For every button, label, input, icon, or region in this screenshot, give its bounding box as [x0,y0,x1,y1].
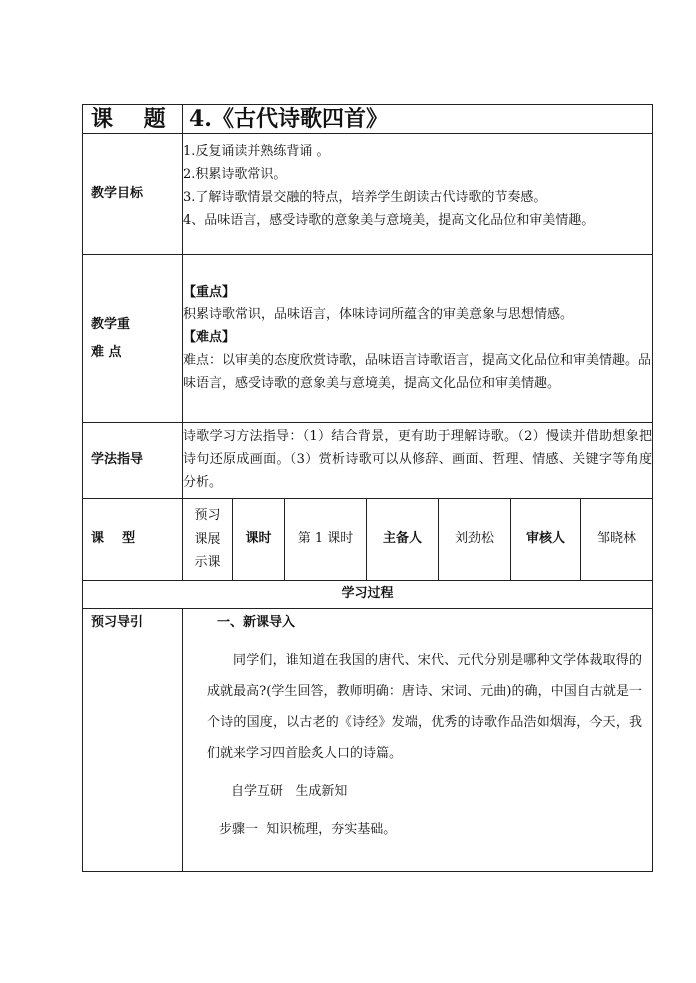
difficulty-heading: 【难点】 [183,330,236,346]
course-type-label: 课 型 [83,499,183,581]
guide-subtitle: 自学互研 生成新知 [231,783,348,799]
reviewer-label: 审核人 [511,499,581,581]
process-title: 学习过程 [83,581,653,609]
preparer-value: 刘劲松 [439,499,511,581]
guide-label: 预习导引 [83,609,183,872]
title-row [83,105,653,134]
period-value: 第 1 课时 [285,499,367,581]
objectives-label: 教学目标 [83,134,183,255]
preparer-label: 主备人 [367,499,439,581]
objective-item: 4、品味语言，感受诗歌的意象美与意境美，提高文化品位和审美情趣。 [183,213,595,229]
page-title: 4.《古代诗歌四首》 [183,105,653,134]
key-points-row [83,255,653,423]
objective-item: 3.了解诗歌情景交融的特点，培养学生朗读古代诗歌的节奏感。 [183,190,547,206]
reviewer-value: 邹晓林 [581,499,653,581]
key-points-label-line2: 难 点 [91,344,122,360]
lesson-plan-table [82,104,653,872]
course-type-value: 预习课展示课 [183,499,233,581]
objective-item: 2.积累诗歌常识。 [183,167,287,183]
difficulty-text: 难点：以审美的态度欣赏诗歌，品味语言诗歌语言，提高文化品位和审美情趣。品味语言，感受诗歌的意象美与意境美，提高文化品位和审美情趣。 [183,352,652,391]
method-content: 诗歌学习方法指导：（1）结合背景，更有助于理解诗歌。（2）慢读并借助想象把诗句还原成画面。（3）赏析诗歌可以从修辞、画面、哲理、情感、关键字等角度分析。 [183,423,653,499]
key-points-label-line1: 教学重 [91,317,131,333]
period-label: 课时 [233,499,285,581]
guide-content [183,609,653,872]
process-title-row [83,581,653,609]
topic-label: 课 题 [83,105,183,134]
key-points-content [183,255,653,423]
guide-row [83,609,653,872]
objective-item: 1.反复诵读并熟练背诵 。 [183,144,330,159]
method-row [83,423,653,499]
objectives-row [83,134,653,255]
guide-paragraph: 同学们，谁知道在我国的唐代、宋代、元代分别是哪种文学体裁取得的成就最高?(学生回答，教师明确：唐诗、宋词、元曲)的确，中国自古就是一个诗的国度，以古老的《诗经》发端，优秀的诗歌作品浩如烟海，今天，我们就来学习四首脍炙人口的诗篇。 [207,652,643,761]
guide-step: 步骤一 知识梳理，夯实基础。 [219,822,397,838]
course-type-row [83,499,653,581]
key-text: 积累诗歌常识，品味语言，体味诗词所蕴含的审美意象与思想情感。 [183,307,574,323]
key-heading: 【重点】 [183,284,236,300]
objectives-content [183,134,653,255]
method-label: 学法指导 [83,423,183,499]
key-points-label [83,255,183,423]
guide-section-title: 一、新课导入 [217,615,296,630]
